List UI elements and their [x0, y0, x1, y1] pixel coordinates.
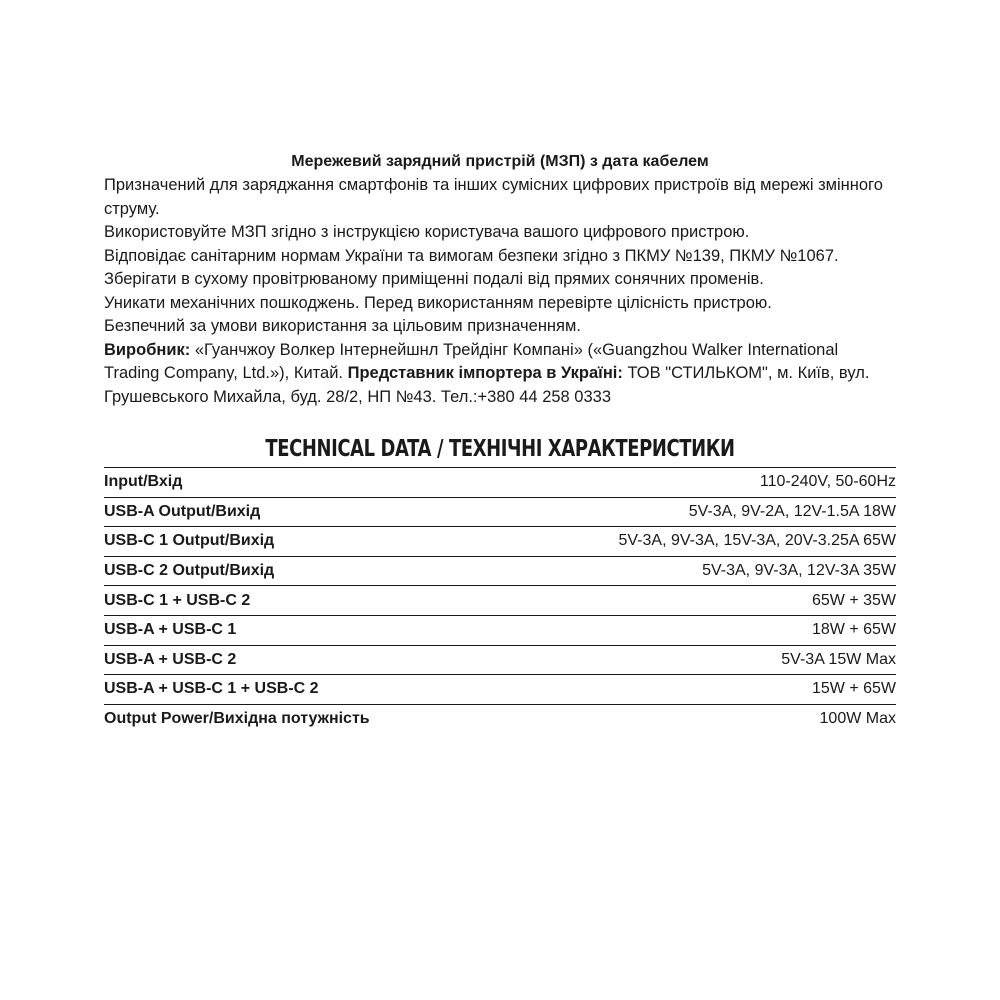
importer-text: ТОВ "СТИЛЬКОМ", м. Київ, вул. Грушевського Михайла, буд. 28/2, НП №43. Тел.:+380 44 258 0333 — [104, 364, 870, 406]
manufacturer-info — [104, 339, 896, 410]
spec-row-input — [104, 468, 896, 498]
spec-label: USB-A + USB-C 1 — [104, 615, 491, 645]
spec-label: USB-A + USB-C 2 — [104, 645, 491, 675]
spec-row-usb-c2-output — [104, 556, 896, 586]
spec-label: USB-C 1 + USB-C 2 — [104, 586, 491, 616]
spec-value: 65W + 35W — [491, 586, 896, 616]
product-label-document — [104, 150, 896, 733]
spec-value: 5V-3A, 9V-3A, 15V-3A, 20V-3.25A 65W — [491, 527, 896, 557]
technical-data-heading: TECHNICAL DATA / ТЕХНІЧНІ ХАРАКТЕРИСТИКИ — [265, 436, 735, 462]
spec-value: 110-240V, 50-60Hz — [491, 468, 896, 498]
spec-value: 5V-3A, 9V-3A, 12V-3A 35W — [491, 556, 896, 586]
spec-row-usb-a-c1 — [104, 615, 896, 645]
paragraph-damage: Уникати механічних пошкоджень. Перед використанням перевірте цілісність пристрою. — [104, 293, 772, 312]
paragraph-compliance: Відповідає санітарним нормам України та вимогам безпеки згідно з ПКМУ №139, ПКМУ №1067. — [104, 246, 839, 265]
spec-label: Output Power/Вихідна потужність — [104, 710, 370, 728]
spec-label: USB-A + USB-C 1 + USB-C 2 — [104, 675, 491, 705]
paragraph-usage: Використовуйте МЗП згідно з інструкцією користувача вашого цифрового пристрою. — [104, 223, 750, 241]
document-title: Мережевий зарядний пристрій (МЗП) з дата кабелем — [291, 153, 709, 170]
spec-row-usb-a-output — [104, 497, 896, 527]
manufacturer-label: Виробник: — [104, 340, 191, 359]
technical-data-table — [104, 467, 896, 733]
spec-value: 5V-3A 15W Max — [491, 645, 896, 675]
spec-label: USB-A Output/Вихід — [104, 497, 491, 527]
spec-value: 18W + 65W — [491, 615, 896, 645]
paragraph-storage: Зберігати в сухому провітрюваному приміщенні подалі від прямих сонячних променів. — [104, 270, 764, 288]
spec-value: 5V-3A, 9V-2A, 12V-1.5A 18W — [491, 497, 896, 527]
manufacturer-text: «Гуанчжоу Волкер Інтернейшнл Трейдінг Компані» («Guangzhou Walker International Trading Company, Ltd.»), Китай. — [104, 340, 839, 382]
spec-row-usb-c1-c2 — [104, 586, 896, 616]
spec-row-usb-c1-output — [104, 527, 896, 557]
spec-label: USB-C 2 Output/Вихід — [104, 556, 491, 586]
spec-row-usb-a-c1-c2 — [104, 675, 896, 705]
spec-value: 100W Max — [819, 710, 896, 728]
paragraph-safety: Безпечний за умови використання за цільовим призначенням. — [104, 317, 581, 335]
spec-row-output-power — [104, 704, 896, 733]
paragraph-purpose: Призначений для заряджання смартфонів та інших сумісних цифрових пристроїв від мережі змінного струму. — [104, 176, 883, 218]
spec-value: 15W + 65W — [491, 675, 896, 705]
spec-label: USB-C 1 Output/Вихід — [104, 527, 491, 557]
importer-label: Представник імпортера в Україні: — [347, 364, 623, 382]
spec-label: Input/Вхід — [104, 468, 491, 498]
spec-row-usb-a-c2 — [104, 645, 896, 675]
